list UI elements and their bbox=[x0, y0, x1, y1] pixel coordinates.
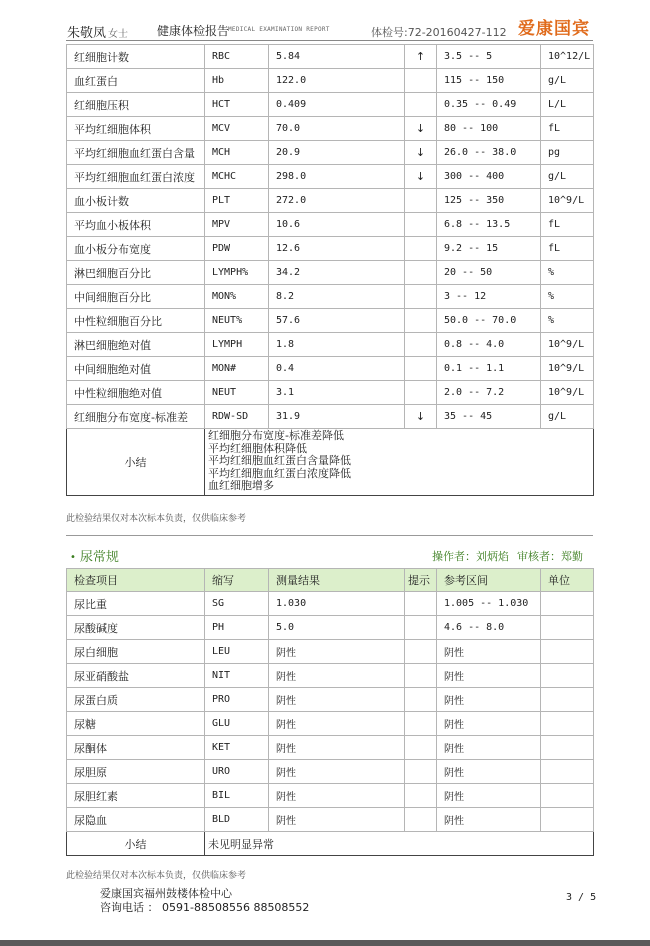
item-abbr: LEU bbox=[205, 640, 269, 664]
urine-section-title bbox=[70, 546, 119, 565]
table-row bbox=[67, 760, 594, 784]
item-abbr: PLT bbox=[205, 189, 269, 213]
table-row bbox=[67, 381, 594, 405]
item-abbr: NEUT bbox=[205, 381, 269, 405]
item-unit: % bbox=[541, 285, 594, 309]
item-name: 尿胆原 bbox=[67, 760, 205, 784]
reviewer-label: 审核者：郑勤 bbox=[517, 550, 583, 563]
item-abbr: BLD bbox=[205, 808, 269, 832]
item-abbr: HCT bbox=[205, 93, 269, 117]
table-row bbox=[67, 213, 594, 237]
item-unit: L/L bbox=[541, 93, 594, 117]
section-bullet-icon: • bbox=[70, 552, 76, 563]
item-range: 125 -- 350 bbox=[437, 189, 541, 213]
item-value: 阴性 bbox=[269, 808, 405, 832]
item-name: 尿胆红素 bbox=[67, 784, 205, 808]
item-range: 阴性 bbox=[437, 808, 541, 832]
item-abbr: GLU bbox=[205, 712, 269, 736]
item-value: 12.6 bbox=[269, 237, 405, 261]
item-value: 34.2 bbox=[269, 261, 405, 285]
table-row bbox=[67, 117, 594, 141]
urine-summary-row bbox=[67, 832, 594, 856]
item-flag: ↓ bbox=[405, 141, 437, 165]
item-range: 3 -- 12 bbox=[437, 285, 541, 309]
item-flag bbox=[405, 93, 437, 117]
item-value: 阴性 bbox=[269, 712, 405, 736]
item-value: 阴性 bbox=[269, 760, 405, 784]
item-abbr: Hb bbox=[205, 69, 269, 93]
item-value: 57.6 bbox=[269, 309, 405, 333]
item-range: 0.1 -- 1.1 bbox=[437, 357, 541, 381]
item-abbr: URO bbox=[205, 760, 269, 784]
item-unit: g/L bbox=[541, 405, 594, 429]
item-name: 平均红细胞体积 bbox=[67, 117, 205, 141]
item-unit bbox=[541, 592, 594, 616]
item-range: 6.8 -- 13.5 bbox=[437, 213, 541, 237]
item-name: 尿白细胞 bbox=[67, 640, 205, 664]
report-title: 健康体检报告 bbox=[157, 24, 230, 38]
table-header-row bbox=[67, 569, 594, 592]
item-unit bbox=[541, 760, 594, 784]
item-value: 31.9 bbox=[269, 405, 405, 429]
table-row bbox=[67, 784, 594, 808]
item-name: 尿比重 bbox=[67, 592, 205, 616]
item-unit: g/L bbox=[541, 69, 594, 93]
item-flag bbox=[405, 592, 437, 616]
item-name: 中性粒细胞绝对值 bbox=[67, 381, 205, 405]
item-name: 尿糖 bbox=[67, 712, 205, 736]
table-row bbox=[67, 45, 594, 69]
item-value: 70.0 bbox=[269, 117, 405, 141]
item-abbr: MCV bbox=[205, 117, 269, 141]
item-range: 3.5 -- 5 bbox=[437, 45, 541, 69]
summary-label: 小结 bbox=[67, 429, 205, 496]
item-flag bbox=[405, 309, 437, 333]
item-abbr: MON# bbox=[205, 357, 269, 381]
item-value: 5.0 bbox=[269, 616, 405, 640]
item-abbr: MON% bbox=[205, 285, 269, 309]
bottom-bar bbox=[0, 940, 650, 946]
report-subtitle: MEDICAL EXAMINATION REPORT bbox=[228, 26, 330, 33]
table-row bbox=[67, 189, 594, 213]
item-flag bbox=[405, 261, 437, 285]
blood-summary-row bbox=[67, 429, 594, 496]
item-flag bbox=[405, 712, 437, 736]
item-abbr: SG bbox=[205, 592, 269, 616]
item-value: 1.8 bbox=[269, 333, 405, 357]
blood-disclaimer: 此检验结果仅对本次标本负责，仅供临床参考 bbox=[66, 514, 247, 524]
item-name: 尿隐血 bbox=[67, 808, 205, 832]
urine-title-text: 尿常规 bbox=[79, 550, 119, 565]
item-flag bbox=[405, 640, 437, 664]
summary-line: 血红细胞增多 bbox=[208, 479, 274, 492]
item-flag: ↓ bbox=[405, 117, 437, 141]
item-name: 血小板计数 bbox=[67, 189, 205, 213]
item-range: 80 -- 100 bbox=[437, 117, 541, 141]
item-range: 26.0 -- 38.0 bbox=[437, 141, 541, 165]
item-unit: % bbox=[541, 309, 594, 333]
item-name: 平均红细胞血红蛋白含量 bbox=[67, 141, 205, 165]
urine-disclaimer: 此检验结果仅对本次标本负责，仅供临床参考 bbox=[66, 871, 247, 881]
col-header-item: 检查项目 bbox=[67, 569, 205, 592]
item-unit bbox=[541, 616, 594, 640]
item-name: 红细胞压积 bbox=[67, 93, 205, 117]
item-flag bbox=[405, 381, 437, 405]
item-name: 平均血小板体积 bbox=[67, 213, 205, 237]
item-flag bbox=[405, 616, 437, 640]
item-unit: 10^9/L bbox=[541, 189, 594, 213]
col-header-range: 参考区间 bbox=[437, 569, 541, 592]
summary-label: 小结 bbox=[67, 832, 205, 856]
item-range: 阴性 bbox=[437, 688, 541, 712]
item-unit: fL bbox=[541, 237, 594, 261]
item-flag bbox=[405, 808, 437, 832]
item-name: 中间细胞百分比 bbox=[67, 285, 205, 309]
item-abbr: PDW bbox=[205, 237, 269, 261]
item-name: 尿亚硝酸盐 bbox=[67, 664, 205, 688]
item-flag bbox=[405, 237, 437, 261]
item-abbr: MCHC bbox=[205, 165, 269, 189]
table-row bbox=[67, 592, 594, 616]
item-name: 平均红细胞血红蛋白浓度 bbox=[67, 165, 205, 189]
item-flag bbox=[405, 688, 437, 712]
item-value: 20.9 bbox=[269, 141, 405, 165]
item-abbr: PRO bbox=[205, 688, 269, 712]
urine-routine-table bbox=[66, 568, 594, 856]
item-name: 血红蛋白 bbox=[67, 69, 205, 93]
patient-gender: 女士 bbox=[108, 29, 128, 40]
item-abbr: KET bbox=[205, 736, 269, 760]
item-range: 2.0 -- 7.2 bbox=[437, 381, 541, 405]
item-unit bbox=[541, 640, 594, 664]
item-range: 50.0 -- 70.0 bbox=[437, 309, 541, 333]
table-row bbox=[67, 333, 594, 357]
table-row bbox=[67, 712, 594, 736]
item-abbr: RBC bbox=[205, 45, 269, 69]
item-flag bbox=[405, 736, 437, 760]
summary-line: 平均红细胞血红蛋白含量降低 bbox=[208, 454, 351, 467]
item-value: 1.030 bbox=[269, 592, 405, 616]
item-unit bbox=[541, 712, 594, 736]
item-unit: fL bbox=[541, 117, 594, 141]
item-flag bbox=[405, 333, 437, 357]
item-value: 8.2 bbox=[269, 285, 405, 309]
item-range: 阴性 bbox=[437, 640, 541, 664]
item-value: 0.409 bbox=[269, 93, 405, 117]
item-name: 尿酸碱度 bbox=[67, 616, 205, 640]
item-name: 尿蛋白质 bbox=[67, 688, 205, 712]
item-flag bbox=[405, 285, 437, 309]
item-range: 阴性 bbox=[437, 664, 541, 688]
blood-routine-table bbox=[66, 44, 594, 496]
item-range: 阴性 bbox=[437, 760, 541, 784]
table-row bbox=[67, 165, 594, 189]
item-abbr: RDW-SD bbox=[205, 405, 269, 429]
col-header-unit: 单位 bbox=[541, 569, 594, 592]
table-row bbox=[67, 664, 594, 688]
item-range: 0.8 -- 4.0 bbox=[437, 333, 541, 357]
item-range: 35 -- 45 bbox=[437, 405, 541, 429]
item-range: 4.6 -- 8.0 bbox=[437, 616, 541, 640]
item-flag bbox=[405, 213, 437, 237]
item-value: 0.4 bbox=[269, 357, 405, 381]
col-header-result: 测量结果 bbox=[269, 569, 405, 592]
table-row bbox=[67, 357, 594, 381]
table-row bbox=[67, 237, 594, 261]
item-abbr: MPV bbox=[205, 213, 269, 237]
item-abbr: BIL bbox=[205, 784, 269, 808]
brand-logo: 爱康国宾 bbox=[518, 19, 590, 39]
summary-line: 平均红细胞血红蛋白浓度降低 bbox=[208, 466, 351, 480]
item-abbr: LYMPH bbox=[205, 333, 269, 357]
item-unit: 10^9/L bbox=[541, 357, 594, 381]
item-value: 阴性 bbox=[269, 640, 405, 664]
item-abbr: NEUT% bbox=[205, 309, 269, 333]
table-row bbox=[67, 93, 594, 117]
item-unit: 10^12/L bbox=[541, 45, 594, 69]
item-flag bbox=[405, 357, 437, 381]
item-name: 血小板分布宽度 bbox=[67, 237, 205, 261]
table-row bbox=[67, 405, 594, 429]
item-value: 阴性 bbox=[269, 736, 405, 760]
item-unit: 10^9/L bbox=[541, 381, 594, 405]
exam-id: 体检号:72-20160427-112 bbox=[371, 26, 507, 39]
section-divider bbox=[66, 535, 593, 536]
table-row bbox=[67, 69, 594, 93]
item-flag bbox=[405, 189, 437, 213]
table-row bbox=[67, 640, 594, 664]
header-divider bbox=[66, 40, 593, 41]
item-flag: ↓ bbox=[405, 405, 437, 429]
item-name: 中性粒细胞百分比 bbox=[67, 309, 205, 333]
item-range: 1.005 -- 1.030 bbox=[437, 592, 541, 616]
item-unit bbox=[541, 736, 594, 760]
item-unit bbox=[541, 784, 594, 808]
item-unit: % bbox=[541, 261, 594, 285]
operator-label: 操作者：刘炳焰 bbox=[432, 550, 509, 563]
item-value: 阴性 bbox=[269, 664, 405, 688]
item-unit bbox=[541, 688, 594, 712]
page-number: 3 / 5 bbox=[566, 892, 597, 903]
table-row bbox=[67, 688, 594, 712]
item-range: 115 -- 150 bbox=[437, 69, 541, 93]
item-value: 10.6 bbox=[269, 213, 405, 237]
item-range: 阴性 bbox=[437, 736, 541, 760]
item-flag: ↓ bbox=[405, 165, 437, 189]
item-flag bbox=[405, 760, 437, 784]
table-row bbox=[67, 616, 594, 640]
item-unit bbox=[541, 808, 594, 832]
item-flag bbox=[405, 664, 437, 688]
item-unit bbox=[541, 664, 594, 688]
patient-name: 朱敬凤 bbox=[67, 26, 107, 41]
item-value: 298.0 bbox=[269, 165, 405, 189]
table-row bbox=[67, 309, 594, 333]
item-value: 阴性 bbox=[269, 688, 405, 712]
item-abbr: LYMPH% bbox=[205, 261, 269, 285]
item-range: 阴性 bbox=[437, 712, 541, 736]
item-flag: ↑ bbox=[405, 45, 437, 69]
summary-line: 红细胞分布宽度-标准差降低 bbox=[208, 429, 344, 442]
item-abbr: MCH bbox=[205, 141, 269, 165]
item-range: 9.2 -- 15 bbox=[437, 237, 541, 261]
col-header-flag: 提示 bbox=[405, 569, 437, 592]
item-range: 阴性 bbox=[437, 784, 541, 808]
item-flag bbox=[405, 784, 437, 808]
item-name: 淋巴细胞绝对值 bbox=[67, 333, 205, 357]
report-header bbox=[0, 0, 650, 44]
table-row bbox=[67, 736, 594, 760]
item-range: 300 -- 400 bbox=[437, 165, 541, 189]
item-unit: 10^9/L bbox=[541, 333, 594, 357]
item-name: 淋巴细胞百分比 bbox=[67, 261, 205, 285]
summary-text: 未见明显异常 bbox=[205, 832, 594, 856]
table-row bbox=[67, 261, 594, 285]
item-range: 0.35 -- 0.49 bbox=[437, 93, 541, 117]
footer-organization: 爱康国宾福州鼓楼体检中心 bbox=[100, 887, 232, 900]
footer-phone: 咨询电话 ： 0591-88508556 88508552 bbox=[100, 901, 310, 914]
table-row bbox=[67, 141, 594, 165]
item-name: 红细胞计数 bbox=[67, 45, 205, 69]
table-row bbox=[67, 285, 594, 309]
item-name: 尿酮体 bbox=[67, 736, 205, 760]
item-value: 3.1 bbox=[269, 381, 405, 405]
item-abbr: NIT bbox=[205, 664, 269, 688]
item-flag bbox=[405, 69, 437, 93]
item-value: 272.0 bbox=[269, 189, 405, 213]
summary-text bbox=[205, 429, 594, 496]
item-value: 122.0 bbox=[269, 69, 405, 93]
item-abbr: PH bbox=[205, 616, 269, 640]
item-unit: fL bbox=[541, 213, 594, 237]
col-header-abbr: 缩写 bbox=[205, 569, 269, 592]
item-name: 红细胞分布宽度-标准差 bbox=[67, 405, 205, 429]
item-name: 中间细胞绝对值 bbox=[67, 357, 205, 381]
item-range: 20 -- 50 bbox=[437, 261, 541, 285]
item-value: 阴性 bbox=[269, 784, 405, 808]
item-unit: pg bbox=[541, 141, 594, 165]
item-value: 5.84 bbox=[269, 45, 405, 69]
table-row bbox=[67, 808, 594, 832]
urine-operators bbox=[432, 548, 591, 564]
summary-line: 平均红细胞体积降低 bbox=[208, 441, 307, 455]
item-unit: g/L bbox=[541, 165, 594, 189]
